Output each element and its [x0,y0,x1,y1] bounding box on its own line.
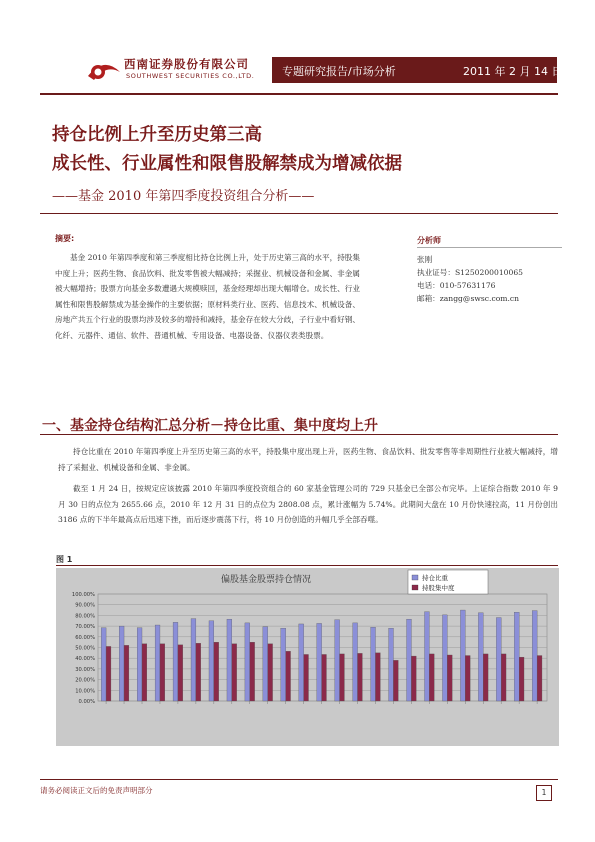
bar [142,644,147,701]
bar [371,627,376,701]
disclaimer-notice: 请务必阅读正文后的免责声明部分 [40,786,153,795]
y-tick-label: 10.00% [75,688,95,695]
bar [124,645,129,701]
bar [160,644,165,701]
bar [191,619,196,701]
bar [317,623,322,701]
report-subtitle: ——基金 2010 年第四季度投资组合分析—— [52,189,315,204]
analyst-cert: 执业证号：S1250200010065 [417,268,523,277]
y-tick-label: 0.00% [78,699,95,705]
bar [196,643,201,701]
analyst-label: 分析师 [417,236,441,245]
bar [353,623,358,701]
bar [465,656,470,701]
bar [447,655,452,701]
bar [173,622,178,701]
bar [460,610,465,701]
bar [532,611,537,701]
footer-divider [40,779,558,780]
bar [478,613,483,701]
analyst-email[interactable]: 邮箱：zangg@swsc.com.cn [417,294,520,303]
section-heading: 一、基金持仓结构汇总分析－持仓比重、集中度均上升 [42,418,378,434]
bar [425,612,430,701]
y-tick-label: 50.00% [75,645,95,652]
bar [227,619,232,701]
main-title: 持仓比例上升至历史第三高 [52,125,262,145]
bar [537,656,542,701]
y-tick-label: 90.00% [75,602,95,609]
bar [268,644,273,701]
legend-swatch [412,575,418,580]
bar [299,624,304,701]
bar [304,654,309,701]
bar [245,623,250,701]
section-paragraph-2: 截至 1 月 24 日，按规定应该披露 2010 年第四季度投资组合的 60 家基金管理公司的 729 只基金已全部公布完毕。上证综合指数 2010 年 9 月 30 日的点位为 2655.66 点，2010 年 12 月 31 日的点位为 2808.08 点，累计涨幅为 5.74%。此期间大盘在 10 月份快速拉高，11 月份创出 3186 点的下半年最高点后迅速下挫，而后逐步震荡下行，将 10 月份创造的升幅几乎全部吞噬。 [58,484,558,525]
bar [209,621,214,701]
page-number: 1 [536,785,552,801]
section-divider [40,434,558,435]
bar [178,645,183,701]
bar [514,612,519,701]
bar [519,657,524,701]
figure-label: 图 1 [56,555,73,564]
y-tick-label: 30.00% [75,666,95,673]
analyst-phone: 电话：010-57631176 [417,281,496,290]
sub-title: 成长性、行业属性和限售股解禁成为增减依据 [52,154,402,174]
company-logo [84,54,124,86]
bar [496,618,501,701]
bar [119,626,124,701]
y-tick-label: 60.00% [75,634,95,641]
legend-label: 持仓比重 [422,574,448,582]
bar [407,619,412,701]
bar [263,627,268,701]
figure-divider [56,565,558,566]
y-tick-label: 20.00% [75,677,95,684]
bar [155,625,160,701]
company-name-cn: 西南证券股份有限公司 [124,57,249,71]
y-tick-label: 100.00% [71,592,95,598]
legend-label: 持股集中度 [422,584,455,592]
bar [101,628,106,701]
bar [281,628,286,701]
bar [358,653,363,701]
bar [393,660,398,701]
chart-container [56,568,559,746]
section-paragraph-1: 持仓比重在 2010 年第四季度上升至历史第三高的水平，持股集中度出现上升，医药生物、食品饮料、批发零售等非周期性行业被大幅减持，增持了采掘业、机械设备和金属、非金属。 [58,447,558,472]
bar [286,651,291,701]
report-date: 2011 年 2 月 14 日 [463,65,563,78]
report-type: 专题研究报告/市场分析 [282,65,396,78]
bar [501,654,506,701]
fund-holdings-chart [56,568,559,746]
bar [322,654,327,701]
company-name-en: SOUTHWEST SECURITIES CO.,LTD. [126,72,255,80]
bar [250,642,255,701]
legend-swatch [412,585,418,590]
bar [389,628,394,701]
analyst-divider [417,247,562,248]
y-tick-label: 70.00% [75,624,95,631]
bar [232,644,237,701]
bar [442,615,447,701]
analyst-name: 张刚 [417,255,433,264]
bar [214,642,219,701]
chart-title: 偏股基金股票持仓情况 [220,575,312,585]
bar [483,654,488,701]
y-tick-label: 80.00% [75,613,95,620]
bar [375,653,380,701]
header-divider [40,93,558,95]
bar [429,654,434,701]
bar [411,656,416,701]
title-divider [40,213,558,214]
bar [340,654,345,701]
bar [335,620,340,701]
abstract-text: 基金 2010 年第四季度和第三季度相比持仓比例上升，处于历史第三高的水平，持股集中度上升；医药生物、食品饮料、批发零售被大幅减持；采掘业、机械设备和金属、非金属被大幅增持；股票方向基金多数遭遇大规模赎回，基金经理却出现大幅增仓。成长性、行业属性和限售股解禁成为基金操作的主要依据；原材料类行业、医药、信息技术、机械设备、房地产共五个行业的股票均涉及较多的增持和减持，基金存在较大分歧，子行业中看好钢、化纤、元器件、通信、软件、普通机械、专用设备、电器设备、仪器仪表类股票。 [55,253,360,340]
y-tick-label: 40.00% [75,656,95,663]
bar [137,628,142,701]
bar [106,646,111,701]
abstract-label: 摘要: [55,234,75,243]
